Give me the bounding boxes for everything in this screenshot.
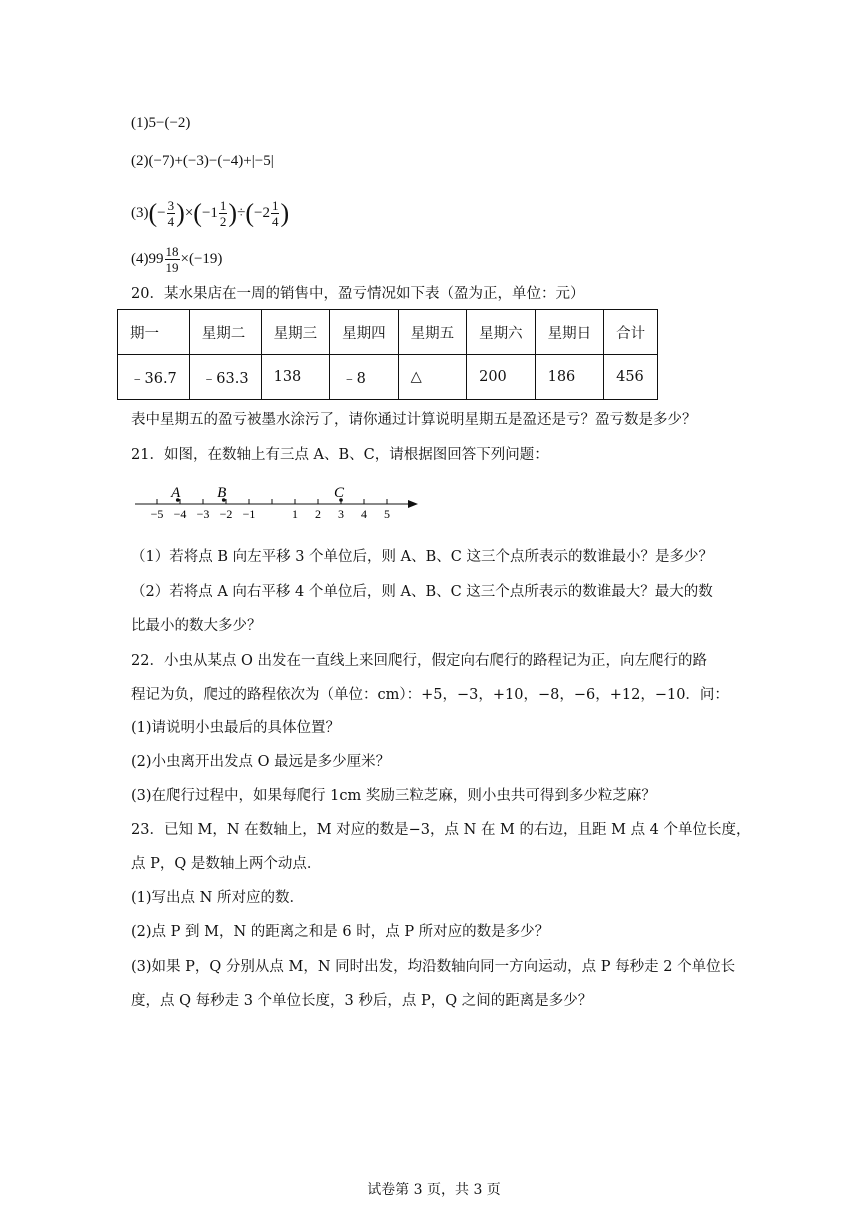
- table-cell: ﹣8: [330, 355, 399, 400]
- tick-label: −2: [219, 507, 233, 521]
- table-cell: 星期五: [398, 310, 467, 355]
- q22-line2: 程记为负，爬过的路程依次为（单位：cm）：+5，−3，+10，−8，−6，+12，−10．问：: [131, 687, 729, 703]
- page-footer: 试卷第 3 页，共 3 页: [367, 1182, 501, 1198]
- q22-part1: (1)请说明小虫最后的具体位置？: [131, 720, 341, 736]
- tick-label: 3: [338, 507, 344, 521]
- tick-label: 5: [384, 507, 390, 521]
- q22-part2: (2)小虫离开出发点 O 最远是多少厘米？: [131, 754, 391, 770]
- table-cell: 186: [535, 355, 604, 400]
- number-line: [130, 484, 430, 524]
- tick-label: −3: [196, 507, 210, 521]
- tick-label: −1: [242, 507, 256, 521]
- q20-title: 20．某水果店在一周的销售中，盈亏情况如下表（盈为正，单位：元）: [131, 286, 585, 302]
- q20-question: 表中星期五的盈亏被墨水涂污了，请你通过计算说明星期五是盈还是亏？盈亏数是多少？: [131, 412, 697, 428]
- q22-line1: 22．小虫从某点 O 出发在一直线上来回爬行，假定向右爬行的路程记为正，向左爬行的路: [131, 653, 708, 669]
- table-cell: 456: [604, 355, 658, 400]
- table-cell: ﹣63.3: [189, 355, 261, 400]
- tick-label: −4: [173, 507, 187, 521]
- table-cell: 合计: [604, 310, 658, 355]
- table-cell: 200: [467, 355, 536, 400]
- q19-part4: (4)99 $\frac{18}{19}$ ×(−19): [131, 244, 223, 275]
- q23-line1: 23．已知 M，N 在数轴上，M 对应的数是−3，点 N 在 M 的右边，且距 M 点 4 个单位长度，: [131, 822, 751, 838]
- table-row: [118, 355, 658, 400]
- fraction: $\frac{18}{19}$: [165, 244, 179, 275]
- table-cell: △: [398, 355, 467, 400]
- q23-line2: 点 P，Q 是数轴上两个动点．: [131, 856, 322, 872]
- point-label: A: [171, 485, 181, 501]
- q23-part3a: (3)如果 P，Q 分别从点 M，N 同时出发，均沿数轴向同一方向运动，点 P 每秒走 2 个单位长: [131, 959, 736, 975]
- tick-label: −5: [150, 507, 164, 521]
- arrow-icon: [408, 500, 418, 508]
- q23-part1: (1)写出点 N 所对应的数．: [131, 890, 304, 906]
- q19-part1: (1)5−(−2): [131, 115, 191, 131]
- table-cell: 星期日: [535, 310, 604, 355]
- q19-part2: (2)(−7)+(−3)−(−4)+|−5|: [131, 153, 274, 169]
- tick-label: 4: [361, 507, 367, 521]
- q21-title: 21．如图，在数轴上有三点 A、B、C，请根据图回答下列问题：: [131, 447, 549, 463]
- fraction: $\frac{1}{4}$: [271, 198, 279, 229]
- q21-part2b: 比最小的数大多少？: [131, 618, 262, 634]
- table-cell: 星期六: [467, 310, 536, 355]
- fraction: $\frac{1}{2}$: [219, 198, 227, 229]
- table-cell: 期一: [118, 310, 190, 355]
- table-cell: 星期三: [261, 310, 330, 355]
- table-cell: 138: [261, 355, 330, 400]
- q22-part3: (3)在爬行过程中，如果每爬行 1cm 奖励三粒芝麻，则小虫共可得到多少粒芝麻？: [131, 788, 656, 804]
- q21-part2a: （2）若将点 A 向右平移 4 个单位后，则 A、B、C 这三个点所表示的数谁最大？最大的数: [131, 584, 713, 600]
- table-cell: ﹣36.7: [118, 355, 190, 400]
- table-cell: 星期四: [330, 310, 399, 355]
- point-label: B: [217, 485, 227, 501]
- q23-part3b: 度，点 Q 每秒走 3 个单位长度，3 秒后，点 P，Q 之间的距离是多少？: [131, 993, 593, 1009]
- point-label: C: [333, 485, 345, 501]
- q23-part2: (2)点 P 到 M，N 的距离之和是 6 时，点 P 所对应的数是多少？: [131, 924, 550, 940]
- table-header-row: [118, 310, 658, 355]
- fraction: $\frac{3}{4}$: [167, 198, 175, 229]
- tick-label: 2: [315, 507, 321, 521]
- sales-table: [117, 309, 658, 400]
- tick-label: 1: [292, 507, 298, 521]
- q19-part3: (3)(− $\frac{3}{4}$ )×(−1 $\frac{1}{2}$ )÷(−2 $\frac{1}{4}$ ): [131, 198, 290, 229]
- table-cell: 星期二: [189, 310, 261, 355]
- q21-part1: （1）若将点 B 向左平移 3 个单位后，则 A、B、C 这三个点所表示的数谁最小？是多少？: [131, 549, 713, 565]
